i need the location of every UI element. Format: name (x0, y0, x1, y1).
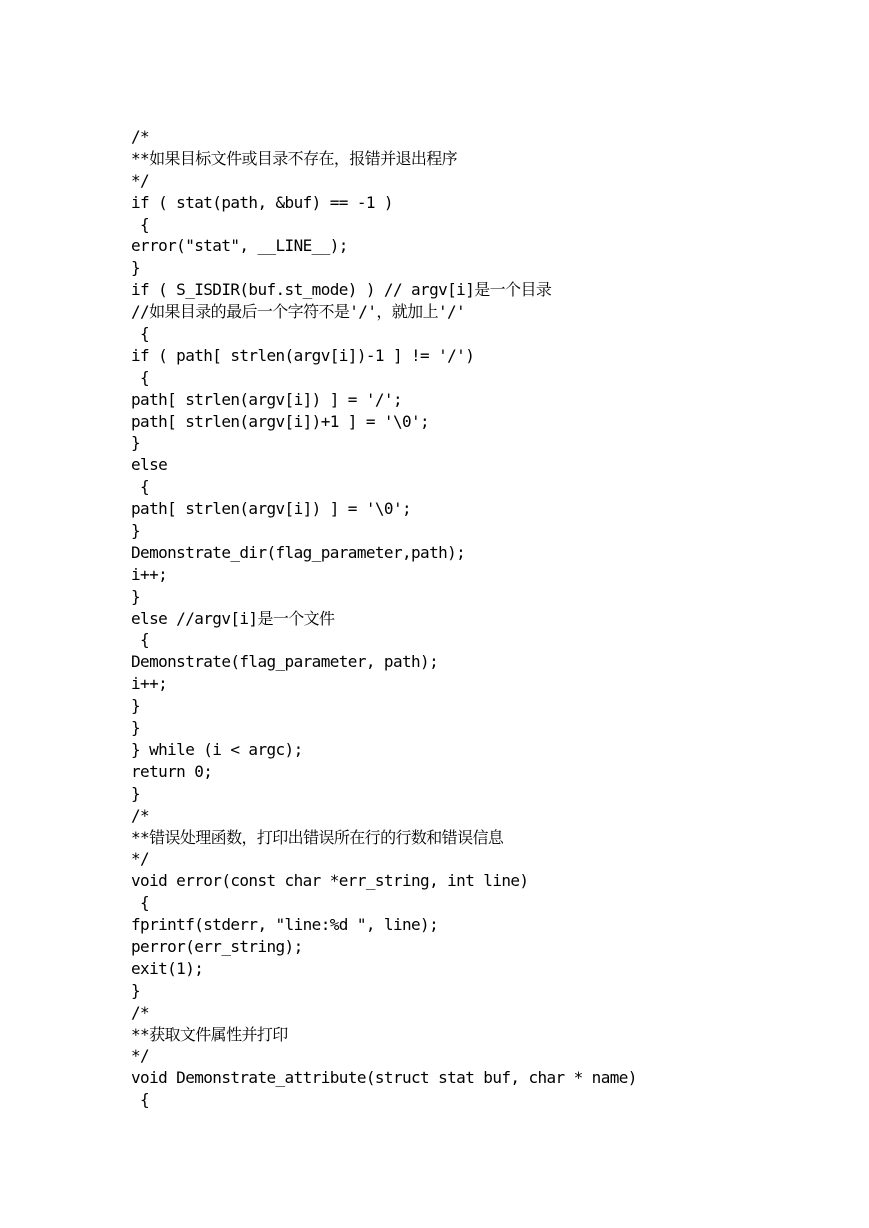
code-line: path[ strlen(argv[i]) ] = '/'; (131, 389, 402, 409)
code-line: } (131, 718, 141, 738)
code-line: if ( S_ISDIR(buf.st_mode) ) // argv[i]是一个目录 (131, 280, 552, 300)
code-line: } (131, 433, 141, 453)
code-line: i++; (131, 564, 168, 584)
code-line: { (131, 367, 150, 387)
code-line: { (131, 324, 150, 344)
code-line: } (131, 521, 141, 541)
code-line: **错误处理函数，打印出错误所在行的行数和错误信息 (131, 827, 504, 847)
code-line: error("stat", __LINE__); (131, 236, 348, 256)
code-line: **获取文件属性并打印 (131, 1024, 288, 1044)
code-line: fprintf(stderr, "line:%d ", line); (131, 915, 439, 935)
code-line: { (131, 1090, 150, 1110)
code-line: } (131, 980, 141, 1000)
code-line: path[ strlen(argv[i])+1 ] = '\0'; (131, 411, 430, 431)
code-line: i++; (131, 674, 168, 694)
code-listing (131, 126, 637, 1111)
code-line: } (131, 696, 141, 716)
code-line: } (131, 586, 141, 606)
code-line: path[ strlen(argv[i]) ] = '\0'; (131, 499, 412, 519)
code-line: /* (131, 127, 150, 146)
code-line: else //argv[i]是一个文件 (131, 608, 335, 628)
code-line: Demonstrate(flag_parameter, path); (131, 652, 439, 672)
code-line: if ( stat(path, &buf) == -1 ) (131, 192, 393, 212)
code-line: void Demonstrate_attribute(struct stat buf, char * name) (131, 1068, 637, 1088)
code-line: } (131, 783, 141, 803)
code-line: } while (i < argc); (131, 739, 303, 759)
code-line: perror(err_string); (131, 936, 303, 956)
code-line: else (131, 455, 168, 475)
code-line: void error(const char *err_string, int line) (131, 871, 529, 891)
code-line: */ (131, 849, 150, 869)
code-line: { (131, 893, 150, 913)
code-line: */ (131, 1046, 150, 1066)
code-line: /* (131, 805, 150, 825)
code-line: { (131, 477, 150, 497)
code-line: /* (131, 1002, 150, 1022)
code-line: return 0; (131, 761, 213, 781)
code-line: Demonstrate_dir(flag_parameter,path); (131, 542, 466, 562)
code-line: if ( path[ strlen(argv[i])-1 ] != '/') (131, 345, 475, 365)
code-line: { (131, 630, 150, 650)
code-line: exit(1); (131, 958, 204, 978)
code-line: { (131, 214, 150, 234)
code-line: **如果目标文件或目录不存在，报错并退出程序 (131, 148, 458, 168)
code-line: //如果目录的最后一个字符不是'/'，就加上'/' (131, 302, 466, 322)
code-line: */ (131, 170, 150, 190)
code-line: } (131, 258, 141, 278)
